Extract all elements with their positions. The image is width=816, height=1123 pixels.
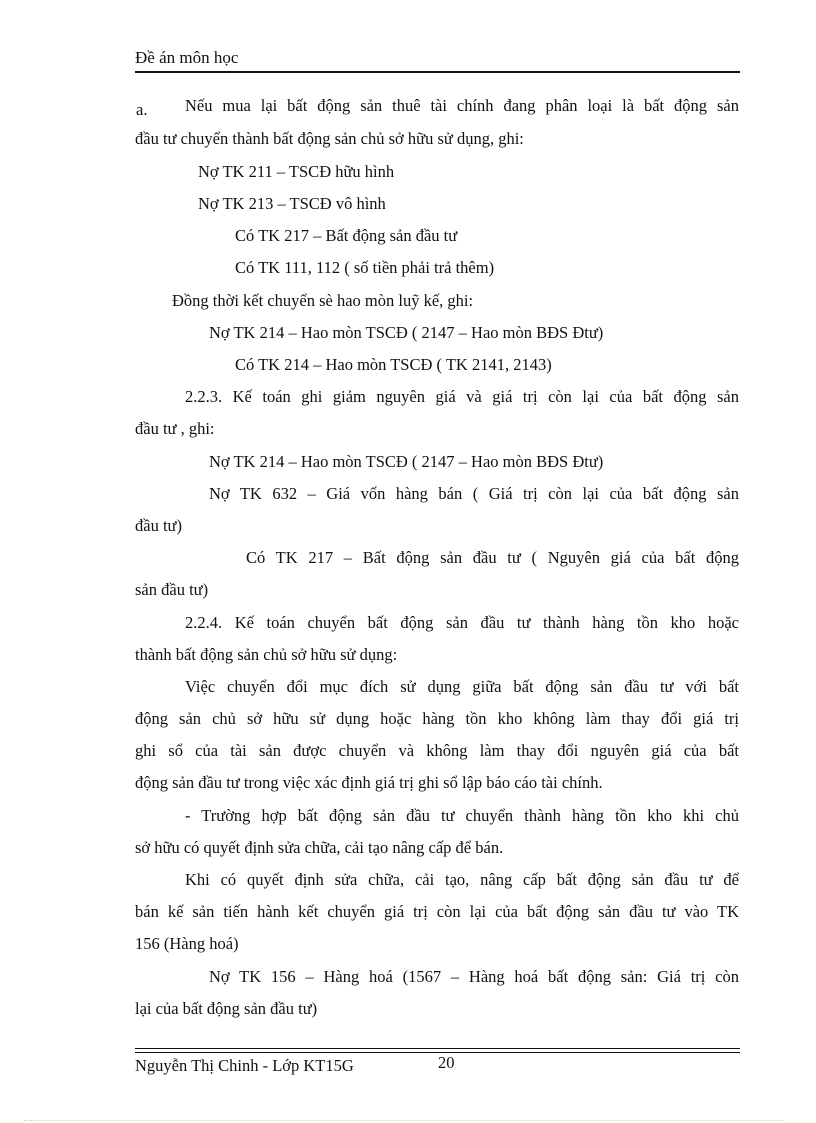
- paragraph-line: bán kế sản tiến hành kết chuyển giá trị còn lại của bất động sản đầu tư vào TK: [135, 902, 739, 921]
- journal-entry: Nợ TK 211 – TSCĐ hữu hình: [198, 162, 395, 181]
- journal-entry: Có TK 217 – Bất động sản đầu tư: [235, 226, 458, 245]
- paragraph-line: sở hữu có quyết định sửa chữa, cải tạo nâng cấp để bán.: [135, 838, 504, 857]
- paragraph-line: động sản chủ sở hữu sử dụng hoặc hàng tồn kho không làm thay đổi giá trị: [135, 709, 739, 728]
- page-number: 20: [438, 1053, 455, 1072]
- journal-entry: Nợ TK 156 – Hàng hoá (1567 – Hàng hoá bất động sản: Giá trị còn: [209, 967, 739, 986]
- list-marker-a: a.: [136, 100, 148, 119]
- journal-entry-continuation: đầu tư): [135, 516, 182, 535]
- journal-entry-continuation: lại của bất động sản đầu tư): [135, 999, 318, 1018]
- header-title: Đề án môn học: [135, 48, 239, 67]
- header-rule: [135, 71, 740, 73]
- section-heading: 2.2.4. Kế toán chuyển bất động sản đầu tư thành hàng tồn kho hoặc: [185, 613, 739, 632]
- section-heading: 2.2.3. Kế toán ghi giảm nguyên giá và giá trị còn lại của bất động sản: [185, 387, 739, 406]
- journal-entry: Nợ TK 214 – Hao mòn TSCĐ ( 2147 – Hao mòn BĐS Đtư): [209, 323, 604, 342]
- journal-entry-continuation: sản đầu tư): [135, 580, 209, 599]
- paragraph-line: Nếu mua lại bất động sản thuê tài chính đang phân loại là bất động sản: [185, 96, 739, 115]
- paragraph-line: - Trường hợp bất động sản đầu tư chuyển thành hàng tồn kho khi chủ: [185, 806, 739, 825]
- footer-author: Nguyễn Thị Chinh - Lớp KT15G: [135, 1056, 354, 1075]
- page-bottom-border: [24, 1120, 784, 1121]
- journal-entry: Có TK 217 – Bất động sản đầu tư ( Nguyên giá của bất động: [246, 548, 739, 567]
- paragraph-line: Đồng thời kết chuyển sè hao mòn luỹ kế, ghi:: [172, 291, 474, 310]
- paragraph-line: đầu tư , ghi:: [135, 419, 215, 438]
- paragraph-line: đầu tư chuyển thành bất động sản chủ sở hữu sử dụng, ghi:: [135, 129, 524, 148]
- journal-entry: Nợ TK 214 – Hao mòn TSCĐ ( 2147 – Hao mòn BĐS Đtư): [209, 452, 604, 471]
- journal-entry: Có TK 214 – Hao mòn TSCĐ ( TK 2141, 2143): [235, 355, 552, 374]
- paragraph-line: động sản đầu tư trong việc xác định giá trị ghi sổ lập báo cáo tài chính.: [135, 773, 603, 792]
- paragraph-line: Khi có quyết định sửa chữa, cải tạo, nâng cấp bất động sản đầu tư để: [185, 870, 739, 889]
- footer-rule: [135, 1048, 740, 1049]
- paragraph-line: thành bất động sản chủ sở hữu sử dụng:: [135, 645, 398, 664]
- paragraph-line: 156 (Hàng hoá): [135, 934, 239, 953]
- journal-entry: Có TK 111, 112 ( số tiền phải trả thêm): [235, 258, 495, 277]
- paragraph-line: Việc chuyển đổi mục đích sử dụng giữa bất động sản đầu tư với bất: [185, 677, 739, 696]
- journal-entry: Nợ TK 213 – TSCĐ vô hình: [198, 194, 386, 213]
- paragraph-line: ghi sổ của tài sản được chuyển và không làm thay đổi nguyên giá của bất: [135, 741, 739, 760]
- journal-entry: Nợ TK 632 – Giá vốn hàng bán ( Giá trị còn lại của bất động sản: [209, 484, 739, 503]
